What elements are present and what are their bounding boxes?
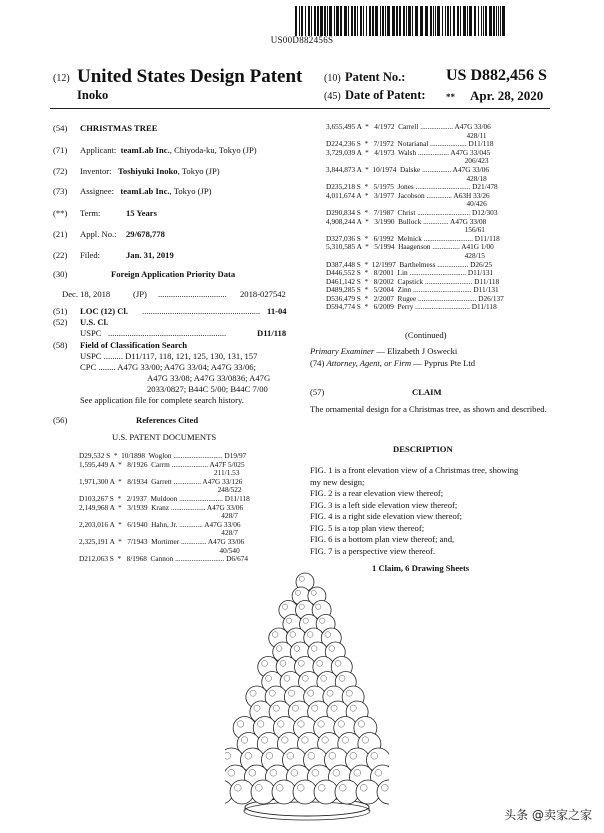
reference-row: D461,142 S * 8/2002 Capstick .......................... D11/118	[326, 276, 500, 286]
barcode-bar	[348, 6, 349, 36]
barcode-bar	[447, 6, 449, 36]
description-line: my new design;	[310, 476, 365, 487]
tree-ornament-ball	[314, 780, 338, 804]
field-cpc: CPC ........ A47G 33/00; A47G 33/04; A47G 33/06;	[80, 362, 256, 372]
code-72: (72)	[53, 166, 68, 176]
code-58: (58)	[53, 340, 68, 350]
barcode-bar	[430, 6, 432, 36]
barcode-bar	[363, 6, 364, 36]
barcode-bar	[305, 6, 306, 36]
inventor-label: Inventor:	[80, 166, 112, 176]
assignee-label: Assignee:	[80, 186, 114, 196]
description-line: FIG. 4 is a right side elevation view thereof;	[310, 511, 463, 521]
barcode-bar	[496, 6, 497, 36]
barcode-bar	[380, 6, 381, 36]
barcode-bar	[460, 6, 461, 36]
priority-country: (JP)	[133, 289, 147, 299]
description-line: FIG. 3 is a left side elevation view thereof;	[310, 499, 458, 510]
priority-number: 2018-027542	[240, 289, 286, 299]
reference-row: 4,011,674 A * 3/1977 Jacobson .............. A63H 33/26	[326, 190, 490, 200]
code-51: (51)	[53, 306, 68, 316]
reference-row: D489,285 S * 5/2004 Zinn ................................ D11/131	[326, 285, 499, 295]
priority-dots: ................................	[158, 289, 227, 299]
barcode-bar	[382, 6, 384, 36]
barcode-bar	[295, 6, 297, 36]
barcode-bar	[415, 6, 418, 36]
uscl-label: U.S. Cl.	[80, 317, 109, 327]
date-label: Date of Patent:	[345, 88, 426, 102]
applicant-name: teamLab Inc.	[120, 145, 170, 155]
barcode-bar	[351, 6, 353, 36]
continued-note: (Continued)	[405, 330, 447, 340]
reference-row: D235,218 S * 5/1975 Jones .............................. D21/478	[326, 182, 498, 192]
barcode-bar	[442, 6, 443, 36]
reference-row: 248/522	[79, 485, 242, 495]
reference-row: 40/540	[79, 545, 240, 555]
barcode-bar	[308, 6, 310, 36]
patent-no-label: Patent No.:	[345, 70, 406, 84]
patent-date: Apr. 28, 2020	[470, 88, 544, 103]
code-57: (57)	[310, 387, 325, 397]
claim-title: CLAIM	[412, 387, 442, 397]
uscl-value: D11/118	[257, 328, 287, 338]
reference-row: 5,310,585 A * 5/1994 Haagenson ............... A41G 1/00	[326, 242, 494, 252]
patent-number: US D882,456 S	[446, 67, 547, 84]
barcode-bar	[435, 6, 436, 36]
barcode-bar	[489, 6, 492, 36]
barcode-bar	[301, 6, 303, 36]
barcode-bar	[437, 6, 440, 36]
barcode-bar	[403, 6, 405, 36]
code-52: (52)	[53, 317, 68, 327]
barcode-bar	[502, 6, 505, 36]
term-label: Term:	[80, 208, 101, 218]
reference-row: 3,729,039 A * 4/1973 Walsh ................. A47G 33/045	[326, 147, 491, 157]
barcode-bar	[369, 6, 371, 36]
assignee-line	[80, 186, 212, 197]
barcode-bar	[357, 6, 358, 36]
barcode-bar	[344, 6, 347, 36]
tree-ornament-ball	[356, 780, 380, 804]
applicant-location: , Chiyoda-ku, Tokyo (JP)	[169, 145, 257, 155]
patent-type: United States Design Patent	[77, 66, 303, 87]
tree-base-ellipse-outer	[244, 802, 370, 820]
code-71: (71)	[53, 145, 68, 155]
description-lines	[310, 465, 518, 557]
code-term: (**)	[53, 208, 68, 218]
appl-label: Appl. No.:	[80, 229, 117, 239]
barcode-bar	[320, 6, 323, 36]
field-cpc-2: A47G 33/08; A47G 33/0836; A47G	[147, 373, 271, 383]
code-74: (74)	[310, 358, 325, 368]
tree-ornament-ball	[272, 780, 296, 804]
reference-row: D536,479 S * 2/2007 Rugee ................................ D26/137	[326, 293, 504, 303]
design-title: CHRISTMAS TREE	[80, 123, 158, 133]
attorney-line	[310, 358, 475, 369]
barcode-bar	[317, 6, 319, 36]
code-22: (22)	[53, 250, 68, 260]
watermark: 头条 @卖家之家	[504, 808, 592, 822]
applicant-line	[80, 145, 257, 156]
field-uspc: USPC ......... D11/117, 118, 121, 125, 130, 131, 157	[80, 351, 258, 361]
uscl-sub: USPC	[80, 328, 102, 338]
tree-ornament-ball	[230, 780, 254, 804]
barcode-bar	[474, 6, 476, 36]
barcode-bar	[406, 6, 407, 36]
priority-title: Foreign Application Priority Data	[111, 269, 236, 279]
term-value: 15 Years	[126, 208, 157, 218]
reference-row: 206/423	[326, 156, 489, 166]
appl-number: 29/678,778	[126, 229, 165, 239]
barcode-bar	[385, 6, 386, 36]
barcode-bar	[433, 6, 434, 36]
inventor-location: , Tokyo (JP)	[177, 166, 220, 176]
barcode-bar	[498, 6, 499, 36]
header-rule	[50, 108, 550, 109]
attorney-name: — Pyprus Pte Ltd	[413, 358, 476, 368]
claims-summary: 1 Claim, 6 Drawing Sheets	[372, 563, 470, 573]
filed-date: Jan. 31, 2019	[126, 250, 174, 260]
barcode-bar	[485, 6, 487, 36]
code-30: (30)	[53, 269, 68, 279]
reference-row: 156/61	[326, 225, 485, 235]
reference-row: 1,595,449 A * 8/1926 Carrm .................... A47F 5/025	[79, 459, 245, 469]
inventor-short: Inoko	[77, 88, 109, 102]
reference-row: 1,971,300 A * 8/1934 Garrett ............... A47G 33/126	[79, 476, 243, 486]
barcode-bar	[500, 6, 501, 36]
assignee-name: teamLab Inc.	[120, 186, 170, 196]
barcode-bar	[387, 6, 390, 36]
code-21: (21)	[53, 229, 68, 239]
date-mark: **	[446, 92, 455, 102]
reference-row: 428/15	[326, 250, 485, 260]
description-line: FIG. 2 is a rear elevation view thereof;	[310, 488, 444, 498]
barcode-bar	[327, 6, 328, 36]
reference-row: 211/1.53	[79, 468, 240, 478]
barcode-bar	[392, 6, 395, 36]
loc-dots: .......................................................	[142, 306, 261, 316]
examiner-name: — Elizabeth J Oswecki	[376, 346, 458, 356]
barcode-bar	[360, 6, 362, 36]
reference-row: D29,532 S * 10/1898 Woglon ........................... D19/97	[79, 451, 247, 460]
barcode-bar	[372, 6, 374, 36]
applicant-label: Applicant:	[80, 145, 117, 155]
barcode-bar	[329, 6, 332, 36]
christmas-tree-drawing	[225, 570, 389, 832]
filed-label: Filed:	[80, 250, 101, 260]
inventor-name: Toshiyuki Inoko	[117, 166, 178, 176]
barcode-bar	[354, 6, 356, 36]
reference-row: 40/426	[326, 199, 487, 209]
attorney-label: Attorney, Agent, or Firm	[326, 358, 412, 368]
barcode-bar	[336, 6, 339, 36]
barcode-bar	[399, 6, 401, 36]
barcode	[295, 6, 547, 36]
code-56: (56)	[53, 415, 68, 425]
reference-row: 428/7	[79, 528, 238, 538]
uscl-dots: .......................................................	[108, 328, 227, 338]
references-right	[326, 123, 504, 312]
barcode-number: US00D882456S	[270, 35, 334, 45]
reference-row: 3,844,873 A * 10/1974 Dalske ................ A47G 33/06	[326, 164, 489, 174]
field-history: See application file for complete search history.	[80, 395, 244, 405]
reference-row: D212,063 S * 8/1968 Cannon ........................... D6/674	[79, 554, 249, 564]
barcode-bar	[467, 6, 468, 36]
code-12: (12)	[53, 73, 70, 84]
tree-ornament-ball	[335, 780, 359, 804]
loc-value: 11-04	[267, 306, 287, 316]
reference-row: 3,655,495 A * 4/1972 Carrell .................. A47G 33/06	[326, 122, 491, 131]
field-cpc-3: 2033/0827; B44C 5/00; B44C 7/00	[147, 384, 268, 394]
reference-row: 4,908,244 A * 3/1990 Bullock .............. A47G 33/08	[326, 216, 487, 226]
barcode-bar	[412, 6, 413, 36]
barcode-bar	[481, 6, 482, 36]
barcode-bar	[453, 6, 455, 36]
claim-text: The ornamental design for a Christmas tree, as shown and described.	[310, 404, 547, 414]
reference-row: 428/11	[326, 130, 487, 140]
code-54: (54)	[53, 123, 68, 133]
reference-row: D327,036 S * 6/1992 Melnick ........................... D11/118	[326, 233, 500, 243]
description-line: FIG. 1 is a front elevation view of a Christmas tree, showing	[310, 465, 519, 475]
barcode-bar	[314, 6, 316, 36]
barcode-bar	[334, 6, 335, 36]
assignee-location: , Tokyo (JP)	[169, 186, 212, 196]
reference-row: 2,203,016 A * 6/1940 Hahn, Jr. ............. A47G 33/06	[79, 519, 241, 529]
barcode-bar	[366, 6, 367, 36]
description-line: FIG. 6 is a bottom plan view thereof; and,	[310, 534, 455, 544]
priority-date: Dec. 18, 2018	[62, 289, 111, 299]
barcode-bar	[375, 6, 378, 36]
code-10: (10)	[324, 73, 341, 84]
examiner-label: Primary Examiner	[310, 346, 375, 356]
examiner-line	[310, 346, 457, 357]
reference-row: D446,552 S * 8/2001 Lin ............................... D11/131	[326, 268, 494, 278]
description-title: DESCRIPTION	[393, 444, 453, 454]
refs-subtitle: U.S. PATENT DOCUMENTS	[112, 432, 217, 442]
barcode-bar	[463, 6, 466, 36]
barcode-bar	[324, 6, 326, 36]
loc-label: LOC (12) Cl.	[80, 306, 128, 316]
barcode-bar	[396, 6, 398, 36]
reference-row: D103,267 S * 2/1937 Muldoon ........................ D11/118	[79, 493, 250, 503]
barcode-bar	[445, 6, 446, 36]
barcode-bar	[469, 6, 472, 36]
code-45: (45)	[324, 91, 341, 102]
reference-row: 2,325,191 A * 7/1943 Mortimer .............. A47G 33/06	[79, 536, 245, 546]
tree-ornament-ball	[251, 780, 275, 804]
barcode-bar	[311, 6, 312, 36]
tree-ornament-ball	[293, 780, 317, 804]
barcode-bar	[478, 6, 479, 36]
refs-title: References Cited	[136, 415, 199, 425]
reference-row: D387,448 S * 12/1997 Barthelmess ................. D26/25	[326, 259, 493, 269]
reference-row: 428/18	[326, 173, 487, 183]
barcode-bar	[425, 6, 428, 36]
reference-row: D594,774 S * 6/2009 Perry .............................. D11/118	[326, 302, 497, 312]
reference-row: D290,834 S * 7/1987 Christ ............................. D12/303	[326, 207, 498, 217]
reference-row: D224,236 S * 7/1972 Notarianal .................... D11/118	[326, 139, 494, 149]
references-left	[79, 452, 250, 564]
barcode-bar	[483, 6, 484, 36]
reference-row: 428/7	[79, 511, 238, 521]
barcode-bar	[450, 6, 451, 36]
reference-row: 2,149,968 A * 3/1939 Kranz ................... A47G 33/06	[79, 502, 244, 512]
barcode-bar	[299, 6, 300, 36]
barcode-bar	[340, 6, 342, 36]
inventor-line	[80, 166, 220, 177]
description-line: FIG. 7 is a perspective view thereof.	[310, 545, 436, 556]
barcode-bar	[408, 6, 411, 36]
barcode-bar	[457, 6, 459, 36]
barcode-bar	[493, 6, 495, 36]
description-line: FIG. 5 is a top plan view thereof;	[310, 522, 425, 533]
field-title: Field of Classification Search	[80, 340, 188, 350]
code-73: (73)	[53, 186, 68, 196]
barcode-bar	[420, 6, 423, 36]
